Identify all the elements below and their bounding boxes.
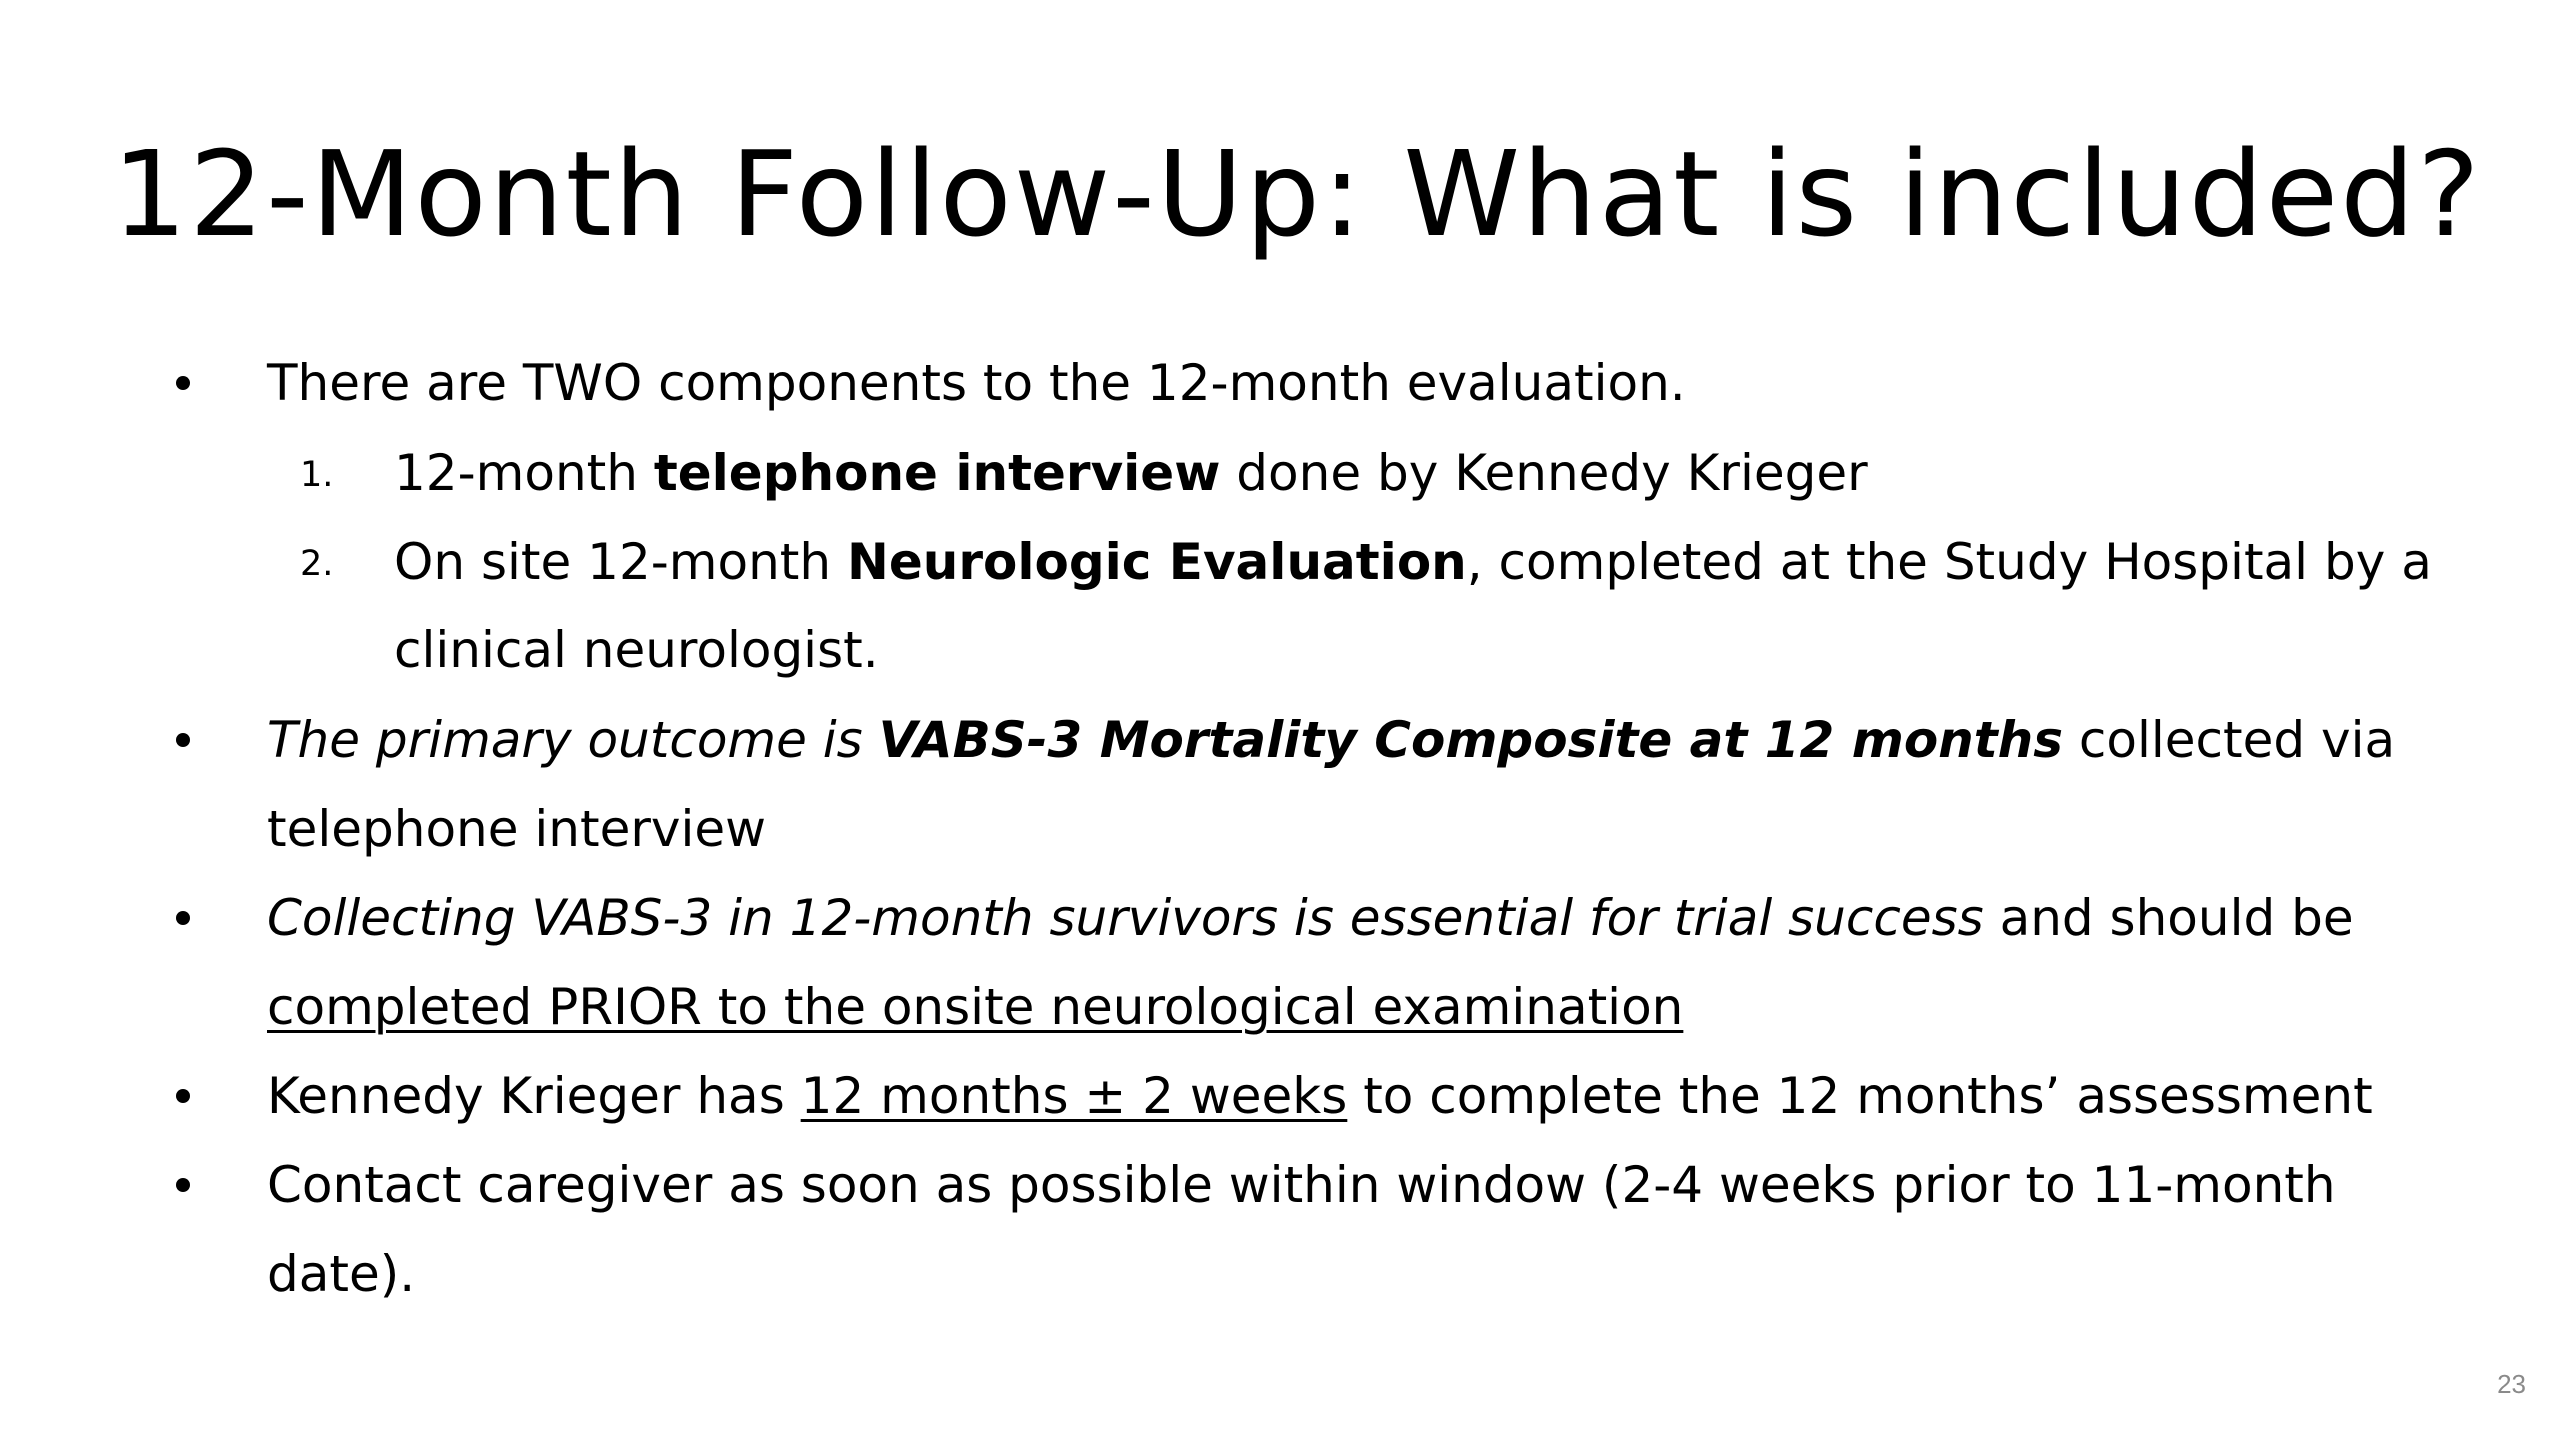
- bullet-2-rest: collected via: [2063, 711, 2396, 769]
- bullet-4-underlined: 12 months ± 2 weeks: [800, 1067, 1348, 1125]
- subitem-1-bold: telephone interview: [653, 444, 1221, 502]
- bullet-dot: [176, 911, 190, 925]
- bullet-3-text: [267, 888, 2354, 948]
- bullet-4-part2: to complete the 12 months’ assessment: [1347, 1067, 2373, 1125]
- bullet-2-text: [267, 710, 2395, 770]
- bullet-4-part1: Kennedy Krieger has: [267, 1067, 801, 1125]
- bullet-3-rest: and should be: [1983, 889, 2354, 947]
- bullet-4-text: [267, 1066, 2373, 1126]
- bullet-2-italic: The primary outcome is: [267, 711, 879, 769]
- bullet-dot: [176, 376, 190, 390]
- page-number: 23: [2497, 1369, 2526, 1399]
- subitem-2-bold: Neurologic Evaluation: [846, 533, 1467, 591]
- bullet-5-text: [267, 1155, 2336, 1215]
- bullet-2-continuation: [267, 799, 766, 859]
- subitem-1-number: 1.: [300, 455, 334, 495]
- bullet-dot: [176, 1178, 190, 1192]
- subitem-2-continuation: [394, 620, 879, 680]
- bullet-5-continuation-text: date).: [267, 1245, 416, 1303]
- bullet-3-italic: Collecting VABS-3 in 12-month survivors is essential for trial success: [267, 889, 1984, 947]
- bullet-3-underlined-text: completed PRIOR to the onsite neurological examination: [267, 978, 1684, 1036]
- bullet-2-bold-italic: VABS-3 Mortality Composite at 12 months: [878, 711, 2064, 769]
- bullet-dot: [176, 1089, 190, 1103]
- subitem-2-continuation-text: clinical neurologist.: [394, 621, 879, 679]
- subitem-1-text: [394, 443, 1868, 503]
- bullet-1-content: There are TWO components to the 12-month evaluation.: [267, 354, 1686, 412]
- subitem-2-number: 2.: [300, 544, 334, 584]
- slide-title: 12-Month Follow-Up: What is included?: [112, 125, 2482, 263]
- subitem-1-part1: 12-month: [394, 444, 654, 502]
- bullet-dot: [176, 733, 190, 747]
- bullet-5-continuation: [267, 1244, 415, 1304]
- subitem-2-text: [394, 532, 2432, 592]
- bullet-3-continuation: [267, 977, 1683, 1037]
- bullet-5-content: Contact caregiver as soon as possible within window (2-4 weeks prior to 11-month: [267, 1156, 2336, 1214]
- bullet-1-text: [267, 353, 1686, 413]
- subitem-2-part2: , completed at the Study Hospital by a: [1466, 533, 2432, 591]
- subitem-2-part1: On site 12-month: [394, 533, 847, 591]
- subitem-1-part2: done by Kennedy Krieger: [1220, 444, 1868, 502]
- bullet-2-continuation-text: telephone interview: [267, 800, 767, 858]
